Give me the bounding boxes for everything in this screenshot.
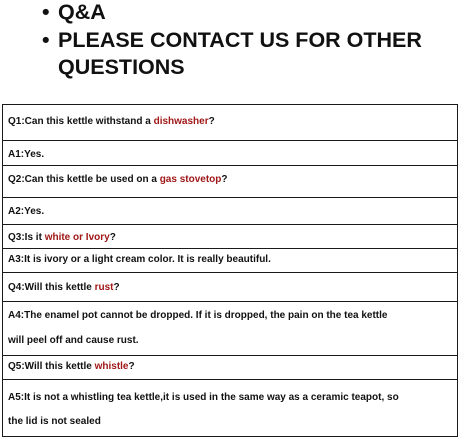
question-4-keyword: rust xyxy=(94,282,114,293)
question-3-suffix: ? xyxy=(109,232,116,243)
heading-contact-text-1: PLEASE CONTACT US FOR OTHER xyxy=(58,28,422,52)
question-row-5 xyxy=(3,356,457,380)
question-2-suffix: ? xyxy=(221,174,228,185)
question-5-suffix: ? xyxy=(128,361,135,372)
question-3-prefix: Q3:Is it xyxy=(8,232,45,243)
question-1-keyword: dishwasher xyxy=(153,116,209,127)
question-1-prefix: Q1:Can this kettle withstand a xyxy=(8,116,154,127)
bullet-icon: • xyxy=(42,28,50,52)
answer-4-line-1: A4:The enamel pot cannot be dropped. If it is dropped, the pain on the tea kettle xyxy=(8,310,388,321)
answer-4-line-2: will peel off and cause rust. xyxy=(8,335,139,346)
answer-5-line-1: A5:It is not a whistling tea kettle,it is used in the same way as a ceramic teapot, so xyxy=(8,392,399,403)
answer-2-text: A2:Yes. xyxy=(8,206,45,217)
answer-5-line-2: the lid is not sealed xyxy=(8,416,101,427)
answer-row-3 xyxy=(3,249,457,273)
heading-qa xyxy=(42,0,457,26)
answer-row-1 xyxy=(3,141,457,166)
heading-contact xyxy=(42,27,457,81)
question-row-4 xyxy=(3,273,457,302)
answer-row-2 xyxy=(3,198,457,225)
question-5-keyword: whistle xyxy=(94,361,129,372)
answer-row-5 xyxy=(3,380,457,436)
question-2-keyword: gas stovetop xyxy=(159,174,222,185)
question-4-suffix: ? xyxy=(113,282,120,293)
answer-1-text: A1:Yes. xyxy=(8,149,45,160)
header xyxy=(42,0,457,81)
bullet-icon: • xyxy=(42,0,50,24)
question-4-prefix: Q4:Will this kettle xyxy=(8,282,95,293)
answer-row-4 xyxy=(3,302,457,356)
question-row-1 xyxy=(3,105,457,141)
heading-contact-text-2: QUESTIONS xyxy=(58,55,185,79)
qa-table xyxy=(2,104,458,437)
heading-qa-text: Q&A xyxy=(58,0,106,24)
question-2-prefix: Q2:Can this kettle be used on a xyxy=(8,174,160,185)
answer-3-text: A3:It is ivory or a light cream color. It is really beautiful. xyxy=(8,254,271,265)
question-1-suffix: ? xyxy=(208,116,215,127)
question-row-2 xyxy=(3,166,457,198)
question-row-3 xyxy=(3,225,457,249)
question-5-prefix: Q5:Will this kettle xyxy=(8,361,95,372)
question-3-keyword: white or Ivory xyxy=(44,232,110,243)
